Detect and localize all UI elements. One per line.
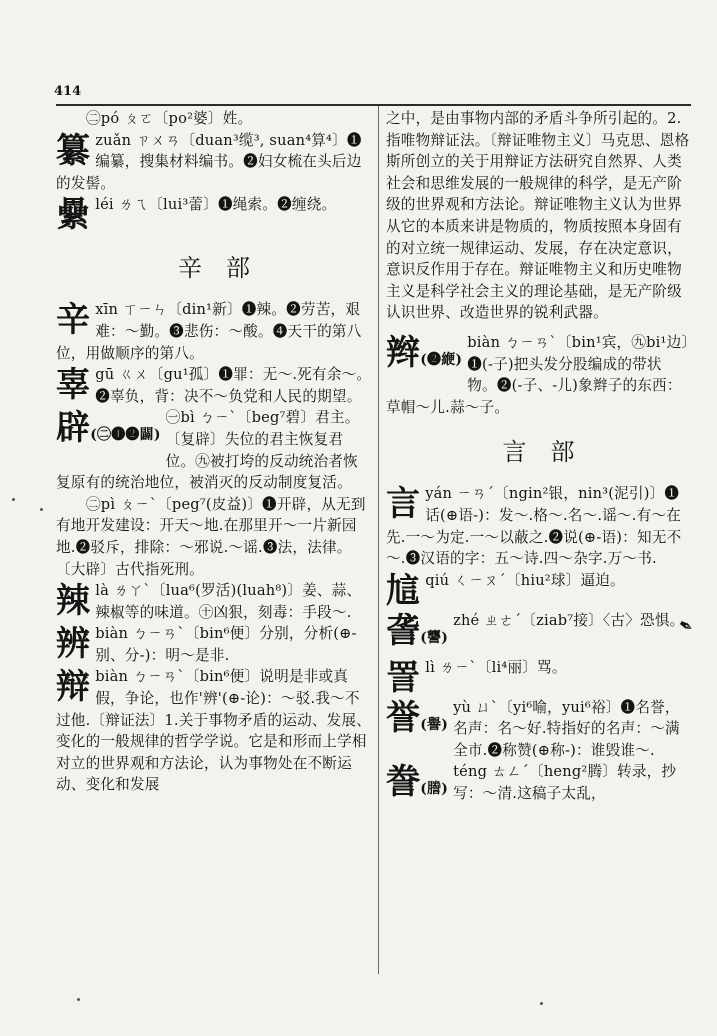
entry-lei — [56, 194, 372, 236]
entry-qiu — [386, 570, 691, 611]
headword: 訄 — [386, 570, 421, 611]
entry-pi — [56, 494, 372, 580]
entry-bianzheng-continued — [386, 108, 691, 324]
headword-variant: (謄) — [420, 781, 449, 798]
entry-text: zhé ㄓㄜˊ〔ziab⁷接〕〈古〉恐惧。 — [453, 611, 685, 629]
headword: 誊 — [386, 762, 421, 803]
entry-text: là ㄌㄚˋ〔lua⁶(罗活)(luah⁸)〕姜、蒜、辣椒等的味道。㊉凶狠，刻毒：手段～. — [95, 582, 362, 621]
headword: 誉 — [386, 697, 421, 738]
entry-text: téng ㄊㄥˊ〔heng²腾〕转录，抄写：～清.这稿子太乱， — [453, 763, 677, 803]
headword: 辛 — [56, 300, 91, 341]
headword-variant: (讋) — [420, 629, 449, 646]
entry-la — [56, 580, 372, 623]
headword: 辫 — [386, 332, 421, 373]
headword-variant: (㊁❶❷闢) — [90, 427, 161, 444]
scan-speck — [40, 508, 43, 511]
headword: 纍 — [56, 195, 91, 236]
entry-text: biàn ㄅㄧㄢˋ〔bin⁶便〕分别，分析(⊕-别、分-)：明～是非. — [95, 625, 357, 664]
headword: 纂 — [56, 130, 91, 171]
column-divider — [378, 106, 379, 974]
entry-text: biàn ㄅㄧㄢˋ〔bin¹宾，㊈bi¹边〕❶(-子)把头发分股编成的带状物。❷(-子、-儿)象辫子的东西：草帽～儿.蒜～子。 — [386, 333, 689, 416]
entry-bian-distinguish — [56, 623, 372, 666]
headword-group — [386, 612, 448, 657]
headword: 辨 — [56, 624, 91, 665]
headword-variant: (譽) — [420, 716, 449, 733]
headword: 辣 — [56, 581, 91, 622]
scan-speck — [12, 498, 15, 501]
entry-text: yù ㄩˋ〔yi⁶喻，yui⁶裕〕❶名誉，名声：名～好.特指好的名声：～满全市.❷称赞(⊕称-)：谁毁谁～. — [453, 698, 680, 759]
headword: 辟 — [56, 408, 91, 449]
headword-variant: (❷緶) — [420, 351, 463, 368]
entry-po — [56, 108, 372, 130]
entry-zhe — [386, 610, 691, 651]
entry-li — [386, 657, 691, 698]
left-column — [56, 108, 372, 796]
entry-text: ㊀bì ㄅㄧˋ〔beg⁷碧〕君主。〔复辟〕失位的君主恢复君位。㊈被打垮的反动统治者恢复原有的统治地位，被消灭的反动制度复活。 — [56, 409, 360, 492]
entry-bian-braid — [386, 332, 691, 418]
entry-text: gū ㄍㄨ〔gu¹孤〕❶罪：无～.死有余～。❷辜负，背：决不～负党和人民的期望。 — [95, 366, 372, 405]
headword: 詈 — [386, 657, 421, 698]
headword-group — [386, 334, 462, 379]
entry-text: 之中，是由事物内部的矛盾斗争所引起的。2.指唯物辩证法。〔辩证唯物主义〕马克思、恩格斯所创立的关于用辩证方法研究自然界、人类社会和思维发展的一般规律的科学，是无产阶级的世界观和方法论。辩证唯物主义认为世界从它的本质来讲是物质的，物质按照本身固有的对立统一规律运动、发展，存在决定意识，意识反作用于存在。辩证唯物主义和历史唯物主义是科学社会主义的理论基础，是无产阶级认识世界、改造世界的锐利武器。 — [386, 110, 690, 322]
entry-text: qiú ㄑㄧㄡˊ〔hiu²球〕逼迫。 — [425, 571, 625, 589]
entry-bi — [56, 407, 372, 493]
entry-text: xīn ㄒㄧㄣ〔din¹新〕❶辣。❷劳苦，艰难：～勤。❸悲伤：～酸。❹天干的第八位，用做顺序的第八。 — [56, 301, 362, 362]
entry-zuan — [56, 130, 372, 195]
scan-speck — [540, 1002, 543, 1005]
entry-text: léi ㄌㄟ〔lui³蕾〕❶绳索。❷缠绕。 — [95, 196, 337, 214]
entry-gu — [56, 364, 372, 407]
entry-text: yán ㄧㄢˊ〔ngin²银，nin³(泥引)〕❶话(⊕语-)：发～.格～.名～.谣～.有～在先.一～为定.一～以蔽之.❷说(⊕-语)：知无不～.❸汉语的字：五～诗.四～杂字.万～书. — [386, 485, 682, 568]
entry-yu — [386, 697, 691, 762]
headword: 言 — [386, 484, 421, 525]
ink-mark: ✒ — [673, 613, 698, 640]
header-rule — [56, 104, 691, 106]
entry-teng — [386, 761, 691, 804]
entry-xin — [56, 299, 372, 364]
entry-text: zuǎn ㄗㄨㄢ〔duan³缆³, suan⁴算⁴〕❶编纂，搜集材料编书。❷妇女梳在头后边的发髻。 — [56, 131, 362, 192]
section-title-yan: 言部 — [502, 438, 599, 467]
right-column — [386, 108, 691, 808]
scan-speck — [77, 998, 80, 1001]
headword-group — [386, 763, 448, 808]
entry-text: ㊁pì ㄆㄧˋ〔peg⁷(皮益)〕❶开辟，从无到有地开发建设：开天～地.在那里开～一片新园地.❷驳斥，排除：～邪说.～谣.❸法，法律。〔大辟〕古代指死刑。 — [56, 495, 366, 578]
entry-bian-debate — [56, 666, 372, 796]
headword-group — [386, 699, 448, 744]
headword: 詟 — [386, 610, 421, 651]
headword-group — [56, 409, 161, 454]
entry-text: lì ㄌㄧˋ〔li⁴丽〕骂。 — [425, 658, 567, 676]
entry-yan — [386, 483, 691, 569]
headword: 辜 — [56, 365, 91, 406]
headword: 辩 — [56, 667, 91, 708]
entry-text: biàn ㄅㄧㄢˋ〔bin⁶便〕说明是非或真假，争论，也作'辨'(⊕-论)：～驳.我～不过他.〔辩证法〕1.关于事物矛盾的运动、发展、变化的一般规律的哲学学说。它是和形而上学相对立的世界观和方法论，认为事物处在不断运动、变化和发展 — [56, 668, 372, 794]
page-number: 414 — [54, 84, 82, 99]
section-title-xin: 辛部 — [178, 254, 274, 283]
entry-text: ㊁pó ㄆㄛ〔po²婆〕姓。 — [86, 110, 253, 127]
